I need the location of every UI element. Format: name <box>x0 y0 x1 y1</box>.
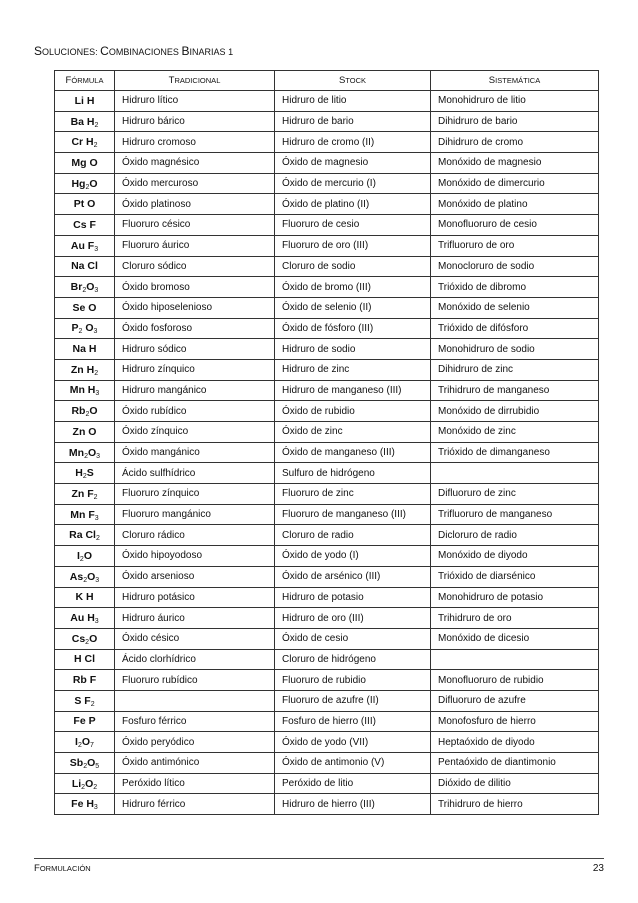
tradicional-name-cell: Peróxido lítico <box>115 773 275 794</box>
table-row <box>55 628 599 649</box>
formula-text: Zn F <box>71 487 94 500</box>
formula-text: Cs <box>71 632 86 645</box>
formula-subscript: 2 <box>79 555 84 563</box>
table-row <box>55 732 599 753</box>
stock-name-cell: Óxido de zinc <box>275 422 431 443</box>
formula-cell <box>55 566 115 587</box>
sistematica-name-cell: Difluoruro de zinc <box>431 484 599 505</box>
tradicional-name-cell: Óxido hiposelenioso <box>115 297 275 318</box>
sistematica-name-cell: Monóxido de magnesio <box>431 153 599 174</box>
sistematica-name-cell: Heptaóxido de diyodo <box>431 732 599 753</box>
stock-name-cell: Hidruro de sodio <box>275 339 431 360</box>
table-row <box>55 235 599 256</box>
table-row <box>55 401 599 422</box>
formula-text: I <box>75 736 78 749</box>
tradicional-name-cell: Ácido sulfhídrico <box>115 463 275 484</box>
sistematica-name-cell: Monóxido de diyodo <box>431 546 599 567</box>
stock-name-cell: Hidruro de potasio <box>275 587 431 608</box>
formula-subscript: 3 <box>94 245 99 253</box>
stock-name-cell: Hidruro de bario <box>275 111 431 132</box>
table-row <box>55 442 599 463</box>
formula-cell <box>55 339 115 360</box>
formula-text: Hg <box>71 177 86 190</box>
formula-subscript: 2 <box>93 142 98 150</box>
tradicional-name-cell: Óxido mangánico <box>115 442 275 463</box>
formula-text: Cr H <box>71 136 94 149</box>
sistematica-name-cell: Monóxido de dirrubidio <box>431 401 599 422</box>
stock-name-cell: Óxido de cesio <box>275 628 431 649</box>
stock-name-cell: Fluoruro de azufre (II) <box>275 690 431 711</box>
formula-cell <box>55 318 115 339</box>
sistematica-name-cell: Monohidruro de potasio <box>431 587 599 608</box>
formula-subscript: 2 <box>81 783 86 791</box>
table-row <box>55 256 599 277</box>
formula-subscript: 2 <box>94 121 99 129</box>
sistematica-name-cell: Monofosfuro de hierro <box>431 711 599 732</box>
formula-subscript: 3 <box>94 514 99 522</box>
formula-cell <box>55 173 115 194</box>
formula-text: S F <box>74 694 91 707</box>
formula-cell <box>55 380 115 401</box>
table-row <box>55 753 599 774</box>
stock-name-cell: Óxido de mercurio (I) <box>275 173 431 194</box>
page-title-text: SOLUCIONES: COMBINACIONES BINARIAS 1 <box>34 44 234 58</box>
tradicional-name-cell: Cloruro sódico <box>115 256 275 277</box>
formula-text: H <box>75 467 83 480</box>
formula-cell <box>55 546 115 567</box>
stock-name-cell: Óxido de yodo (VII) <box>275 732 431 753</box>
formula-text: Pt O <box>73 198 96 211</box>
formula-text: O <box>88 446 97 459</box>
stock-name-cell: Sulfuro de hidrógeno <box>275 463 431 484</box>
formula-text: Zn H <box>70 363 95 376</box>
column-header-tradicional: TRADICIONAL <box>115 71 275 91</box>
formula-cell <box>55 111 115 132</box>
formula-cell <box>55 194 115 215</box>
stock-name-cell: Hidruro de oro (III) <box>275 608 431 629</box>
formula-subscript: 2 <box>93 493 98 501</box>
formula-text: Mg O <box>71 156 98 169</box>
table-row <box>55 484 599 505</box>
formula-text: P <box>71 322 79 335</box>
formula-subscript: 7 <box>90 742 94 750</box>
table-row <box>55 422 599 443</box>
table-row <box>55 173 599 194</box>
tradicional-name-cell: Hidruro cromoso <box>115 132 275 153</box>
formula-text: H Cl <box>74 653 95 666</box>
stock-name-cell: Peróxido de litio <box>275 773 431 794</box>
formula-subscript: 2 <box>85 411 90 419</box>
formula-text: I <box>77 549 80 562</box>
formula-subscript: 2 <box>82 473 87 481</box>
tradicional-name-cell: Hidruro férrico <box>115 794 275 815</box>
sistematica-name-cell <box>431 463 599 484</box>
table-row <box>55 525 599 546</box>
stock-name-cell: Óxido de magnesio <box>275 153 431 174</box>
sistematica-name-cell: Monóxido de zinc <box>431 422 599 443</box>
stock-name-cell: Hidruro de zinc <box>275 359 431 380</box>
formula-cell <box>55 525 115 546</box>
sistematica-name-cell: Monocloruro de sodio <box>431 256 599 277</box>
sistematica-name-cell: Trióxido de dimanganeso <box>431 442 599 463</box>
tradicional-name-cell: Óxido zínquico <box>115 422 275 443</box>
formula-cell <box>55 91 115 112</box>
tradicional-name-cell: Óxido peryódico <box>115 732 275 753</box>
tradicional-name-cell: Hidruro sódico <box>115 339 275 360</box>
formula-subscript: 5 <box>95 762 100 770</box>
sistematica-name-cell: Trihidruro de manganeso <box>431 380 599 401</box>
stock-name-cell: Hidruro de cromo (II) <box>275 132 431 153</box>
page-number: 23 <box>592 863 604 874</box>
formula-cell <box>55 484 115 505</box>
table-row <box>55 566 599 587</box>
formula-subscript: 2 <box>84 452 88 460</box>
formula-cell <box>55 773 115 794</box>
formula-text: O <box>81 736 91 749</box>
table-row <box>55 690 599 711</box>
formula-text: Rb F <box>72 674 97 687</box>
table-row <box>55 773 599 794</box>
formula-cell <box>55 442 115 463</box>
tradicional-name-cell: Óxido mercuroso <box>115 173 275 194</box>
formula-subscript: 2 <box>83 576 88 584</box>
sistematica-name-cell: Trióxido de diarsénico <box>431 566 599 587</box>
formula-cell <box>55 277 115 298</box>
table-row <box>55 339 599 360</box>
sistematica-name-cell: Trióxido de dibromo <box>431 277 599 298</box>
formula-text: O <box>87 570 96 583</box>
table-body <box>55 91 599 815</box>
column-header-stock: STOCK <box>275 71 431 91</box>
stock-name-cell: Cloruro de hidrógeno <box>275 649 431 670</box>
tradicional-name-cell: Óxido rubídico <box>115 401 275 422</box>
sistematica-name-cell: Trifluoruro de manganeso <box>431 504 599 525</box>
formula-cell <box>55 401 115 422</box>
formula-subscript: 2 <box>95 535 100 543</box>
tradicional-name-cell: Fosfuro férrico <box>115 711 275 732</box>
tradicional-name-cell: Óxido césico <box>115 628 275 649</box>
formula-text: O <box>83 549 92 562</box>
sistematica-name-cell: Monofluoruro de rubidio <box>431 670 599 691</box>
tradicional-name-cell: Hidruro mangánico <box>115 380 275 401</box>
column-header-formula: FÓRMULA <box>55 71 115 91</box>
formula-cell <box>55 132 115 153</box>
formula-subscript: 2 <box>93 783 98 791</box>
stock-name-cell: Óxido de selenio (II) <box>275 297 431 318</box>
sistematica-name-cell: Monohidruro de litio <box>431 91 599 112</box>
formula-subscript: 2 <box>78 328 83 336</box>
formula-subscript: 2 <box>82 287 87 295</box>
formula-cell <box>55 753 115 774</box>
stock-name-cell: Cloruro de sodio <box>275 256 431 277</box>
tradicional-name-cell <box>115 690 275 711</box>
formula-text: O <box>89 405 98 418</box>
sistematica-name-cell: Monofluoruro de cesio <box>431 215 599 236</box>
formula-cell <box>55 422 115 443</box>
table-row <box>55 794 599 815</box>
formula-cell <box>55 649 115 670</box>
sistematica-name-cell: Dihidruro de bario <box>431 111 599 132</box>
sistematica-name-cell: Trihidruro de oro <box>431 608 599 629</box>
sistematica-name-cell: Difluoruro de azufre <box>431 690 599 711</box>
formula-text: Mn <box>68 446 85 459</box>
tradicional-name-cell: Óxido arsenioso <box>115 566 275 587</box>
formula-subscript: 2 <box>77 742 82 750</box>
formula-cell <box>55 670 115 691</box>
formula-cell <box>55 690 115 711</box>
tradicional-name-cell: Óxido antimónico <box>115 753 275 774</box>
tradicional-name-cell: Óxido magnésico <box>115 153 275 174</box>
table-row <box>55 194 599 215</box>
table-header-row <box>55 71 599 91</box>
formula-cell <box>55 628 115 649</box>
formula-cell <box>55 463 115 484</box>
tradicional-name-cell: Fluoruro zínquico <box>115 484 275 505</box>
tradicional-name-cell: Hidruro áurico <box>115 608 275 629</box>
formula-text: Fe H <box>71 798 94 811</box>
formula-cell <box>55 153 115 174</box>
stock-name-cell: Fluoruro de oro (III) <box>275 235 431 256</box>
formula-text: Br <box>70 281 83 294</box>
sistematica-name-cell: Monóxido de platino <box>431 194 599 215</box>
table-row <box>55 215 599 236</box>
formula-cell <box>55 711 115 732</box>
formula-text: Zn O <box>72 425 97 438</box>
stock-name-cell: Óxido de manganeso (III) <box>275 442 431 463</box>
formula-subscript: 2 <box>83 762 88 770</box>
stock-name-cell: Hidruro de manganeso (III) <box>275 380 431 401</box>
stock-name-cell: Óxido de rubidio <box>275 401 431 422</box>
stock-name-cell: Fluoruro de rubidio <box>275 670 431 691</box>
sistematica-name-cell <box>431 649 599 670</box>
formula-text: Na Cl <box>71 260 98 273</box>
page-title <box>34 44 233 58</box>
formula-cell <box>55 235 115 256</box>
table-row <box>55 587 599 608</box>
tradicional-name-cell: Fluoruro áurico <box>115 235 275 256</box>
tradicional-name-cell: Ácido clorhídrico <box>115 649 275 670</box>
sistematica-name-cell: Dicloruro de radio <box>431 525 599 546</box>
tradicional-name-cell: Hidruro bárico <box>115 111 275 132</box>
stock-name-cell: Hidruro de litio <box>275 91 431 112</box>
formula-subscript: 2 <box>85 638 90 646</box>
table-row <box>55 649 599 670</box>
stock-name-cell: Óxido de fósforo (III) <box>275 318 431 339</box>
sistematica-name-cell: Trifluoruro de oro <box>431 235 599 256</box>
sistematica-name-cell: Pentaóxido de diantimonio <box>431 753 599 774</box>
stock-name-cell: Hidruro de hierro (III) <box>275 794 431 815</box>
formula-text: As <box>69 570 84 583</box>
formula-text: O <box>87 756 96 769</box>
formula-subscript: 3 <box>93 328 98 336</box>
tradicional-name-cell: Óxido fosforoso <box>115 318 275 339</box>
table-row <box>55 546 599 567</box>
formula-text: Ba H <box>70 115 95 128</box>
tradicional-name-cell: Fluoruro mangánico <box>115 504 275 525</box>
stock-name-cell: Óxido de bromo (III) <box>275 277 431 298</box>
formula-subscript: 2 <box>94 369 99 377</box>
formula-subscript: 3 <box>95 576 100 584</box>
sistematica-name-cell: Trihidruro de hierro <box>431 794 599 815</box>
formula-text: Au H <box>70 612 95 625</box>
formula-subscript: 3 <box>93 804 98 812</box>
table-row <box>55 132 599 153</box>
formula-text: Rb <box>71 405 86 418</box>
formula-subscript: 3 <box>94 618 99 626</box>
stock-name-cell: Cloruro de radio <box>275 525 431 546</box>
formula-text: Au F <box>70 239 95 252</box>
stock-name-cell: Fosfuro de hierro (III) <box>275 711 431 732</box>
tradicional-name-cell: Óxido hipoyodoso <box>115 546 275 567</box>
table-row <box>55 380 599 401</box>
formula-subscript: 3 <box>94 287 99 295</box>
sistematica-name-cell: Monóxido de dimercurio <box>431 173 599 194</box>
table-row <box>55 359 599 380</box>
formula-cell <box>55 297 115 318</box>
formula-cell <box>55 732 115 753</box>
stock-name-cell: Óxido de arsénico (III) <box>275 566 431 587</box>
tradicional-name-cell: Hidruro zínquico <box>115 359 275 380</box>
tradicional-name-cell: Hidruro lítico <box>115 91 275 112</box>
formula-text: Mn H <box>69 384 96 397</box>
formula-text: Sb <box>69 756 84 769</box>
sistematica-name-cell: Monóxido de selenio <box>431 297 599 318</box>
table-row <box>55 463 599 484</box>
formula-subscript: 3 <box>95 390 100 398</box>
formula-text: K H <box>75 591 94 604</box>
formula-text: Li H <box>74 94 95 107</box>
sistematica-name-cell: Dihidruro de cromo <box>431 132 599 153</box>
tradicional-name-cell: Hidruro potásico <box>115 587 275 608</box>
tradicional-name-cell: Óxido bromoso <box>115 277 275 298</box>
stock-name-cell: Fluoruro de zinc <box>275 484 431 505</box>
table-row <box>55 711 599 732</box>
formula-subscript: 2 <box>85 183 90 191</box>
table-row <box>55 670 599 691</box>
table-row <box>55 153 599 174</box>
sistematica-name-cell: Monóxido de dicesio <box>431 628 599 649</box>
formula-text: O <box>82 322 94 335</box>
formula-text: O <box>89 177 98 190</box>
formula-subscript: 2 <box>90 700 95 708</box>
formula-cell <box>55 256 115 277</box>
table-row <box>55 91 599 112</box>
formula-text: S <box>86 467 94 480</box>
formula-text: Cs F <box>73 218 96 231</box>
formula-text: Na H <box>72 343 97 356</box>
sistematica-name-cell: Dihidruro de zinc <box>431 359 599 380</box>
formula-cell <box>55 359 115 380</box>
stock-name-cell: Óxido de platino (II) <box>275 194 431 215</box>
stock-name-cell: Óxido de antimonio (V) <box>275 753 431 774</box>
stock-name-cell: Óxido de yodo (I) <box>275 546 431 567</box>
tradicional-name-cell: Cloruro rádico <box>115 525 275 546</box>
tradicional-name-cell: Óxido platinoso <box>115 194 275 215</box>
table-row <box>55 608 599 629</box>
sistematica-name-cell: Monohidruro de sodio <box>431 339 599 360</box>
tradicional-name-cell: Fluoruro rubídico <box>115 670 275 691</box>
formula-cell <box>55 215 115 236</box>
formula-text: Fe P <box>73 715 96 728</box>
binary-compounds-table <box>54 70 599 815</box>
formula-text: O <box>89 632 98 645</box>
table-row <box>55 504 599 525</box>
formula-text: O <box>85 777 94 790</box>
formula-text: Mn F <box>70 508 95 521</box>
formula-cell <box>55 587 115 608</box>
formula-cell <box>55 504 115 525</box>
column-header-sistematica: SISTEMÁTICA <box>431 71 599 91</box>
formula-cell <box>55 794 115 815</box>
sistematica-name-cell: Dióxido de dilitio <box>431 773 599 794</box>
formula-subscript: 3 <box>96 452 101 460</box>
footer-section: FORMULACIÓN <box>34 863 91 874</box>
table-row <box>55 297 599 318</box>
table-row <box>55 111 599 132</box>
formula-text: Li <box>71 777 82 790</box>
formula-text: Ra Cl <box>69 529 96 542</box>
formula-cell <box>55 608 115 629</box>
formula-text: O <box>86 281 95 294</box>
page-footer <box>34 858 604 874</box>
formula-text: Se O <box>72 301 97 314</box>
stock-name-cell: Fluoruro de cesio <box>275 215 431 236</box>
sistematica-name-cell: Trióxido de difósforo <box>431 318 599 339</box>
tradicional-name-cell: Fluoruro césico <box>115 215 275 236</box>
table-row <box>55 277 599 298</box>
table-row <box>55 318 599 339</box>
stock-name-cell: Fluoruro de manganeso (III) <box>275 504 431 525</box>
